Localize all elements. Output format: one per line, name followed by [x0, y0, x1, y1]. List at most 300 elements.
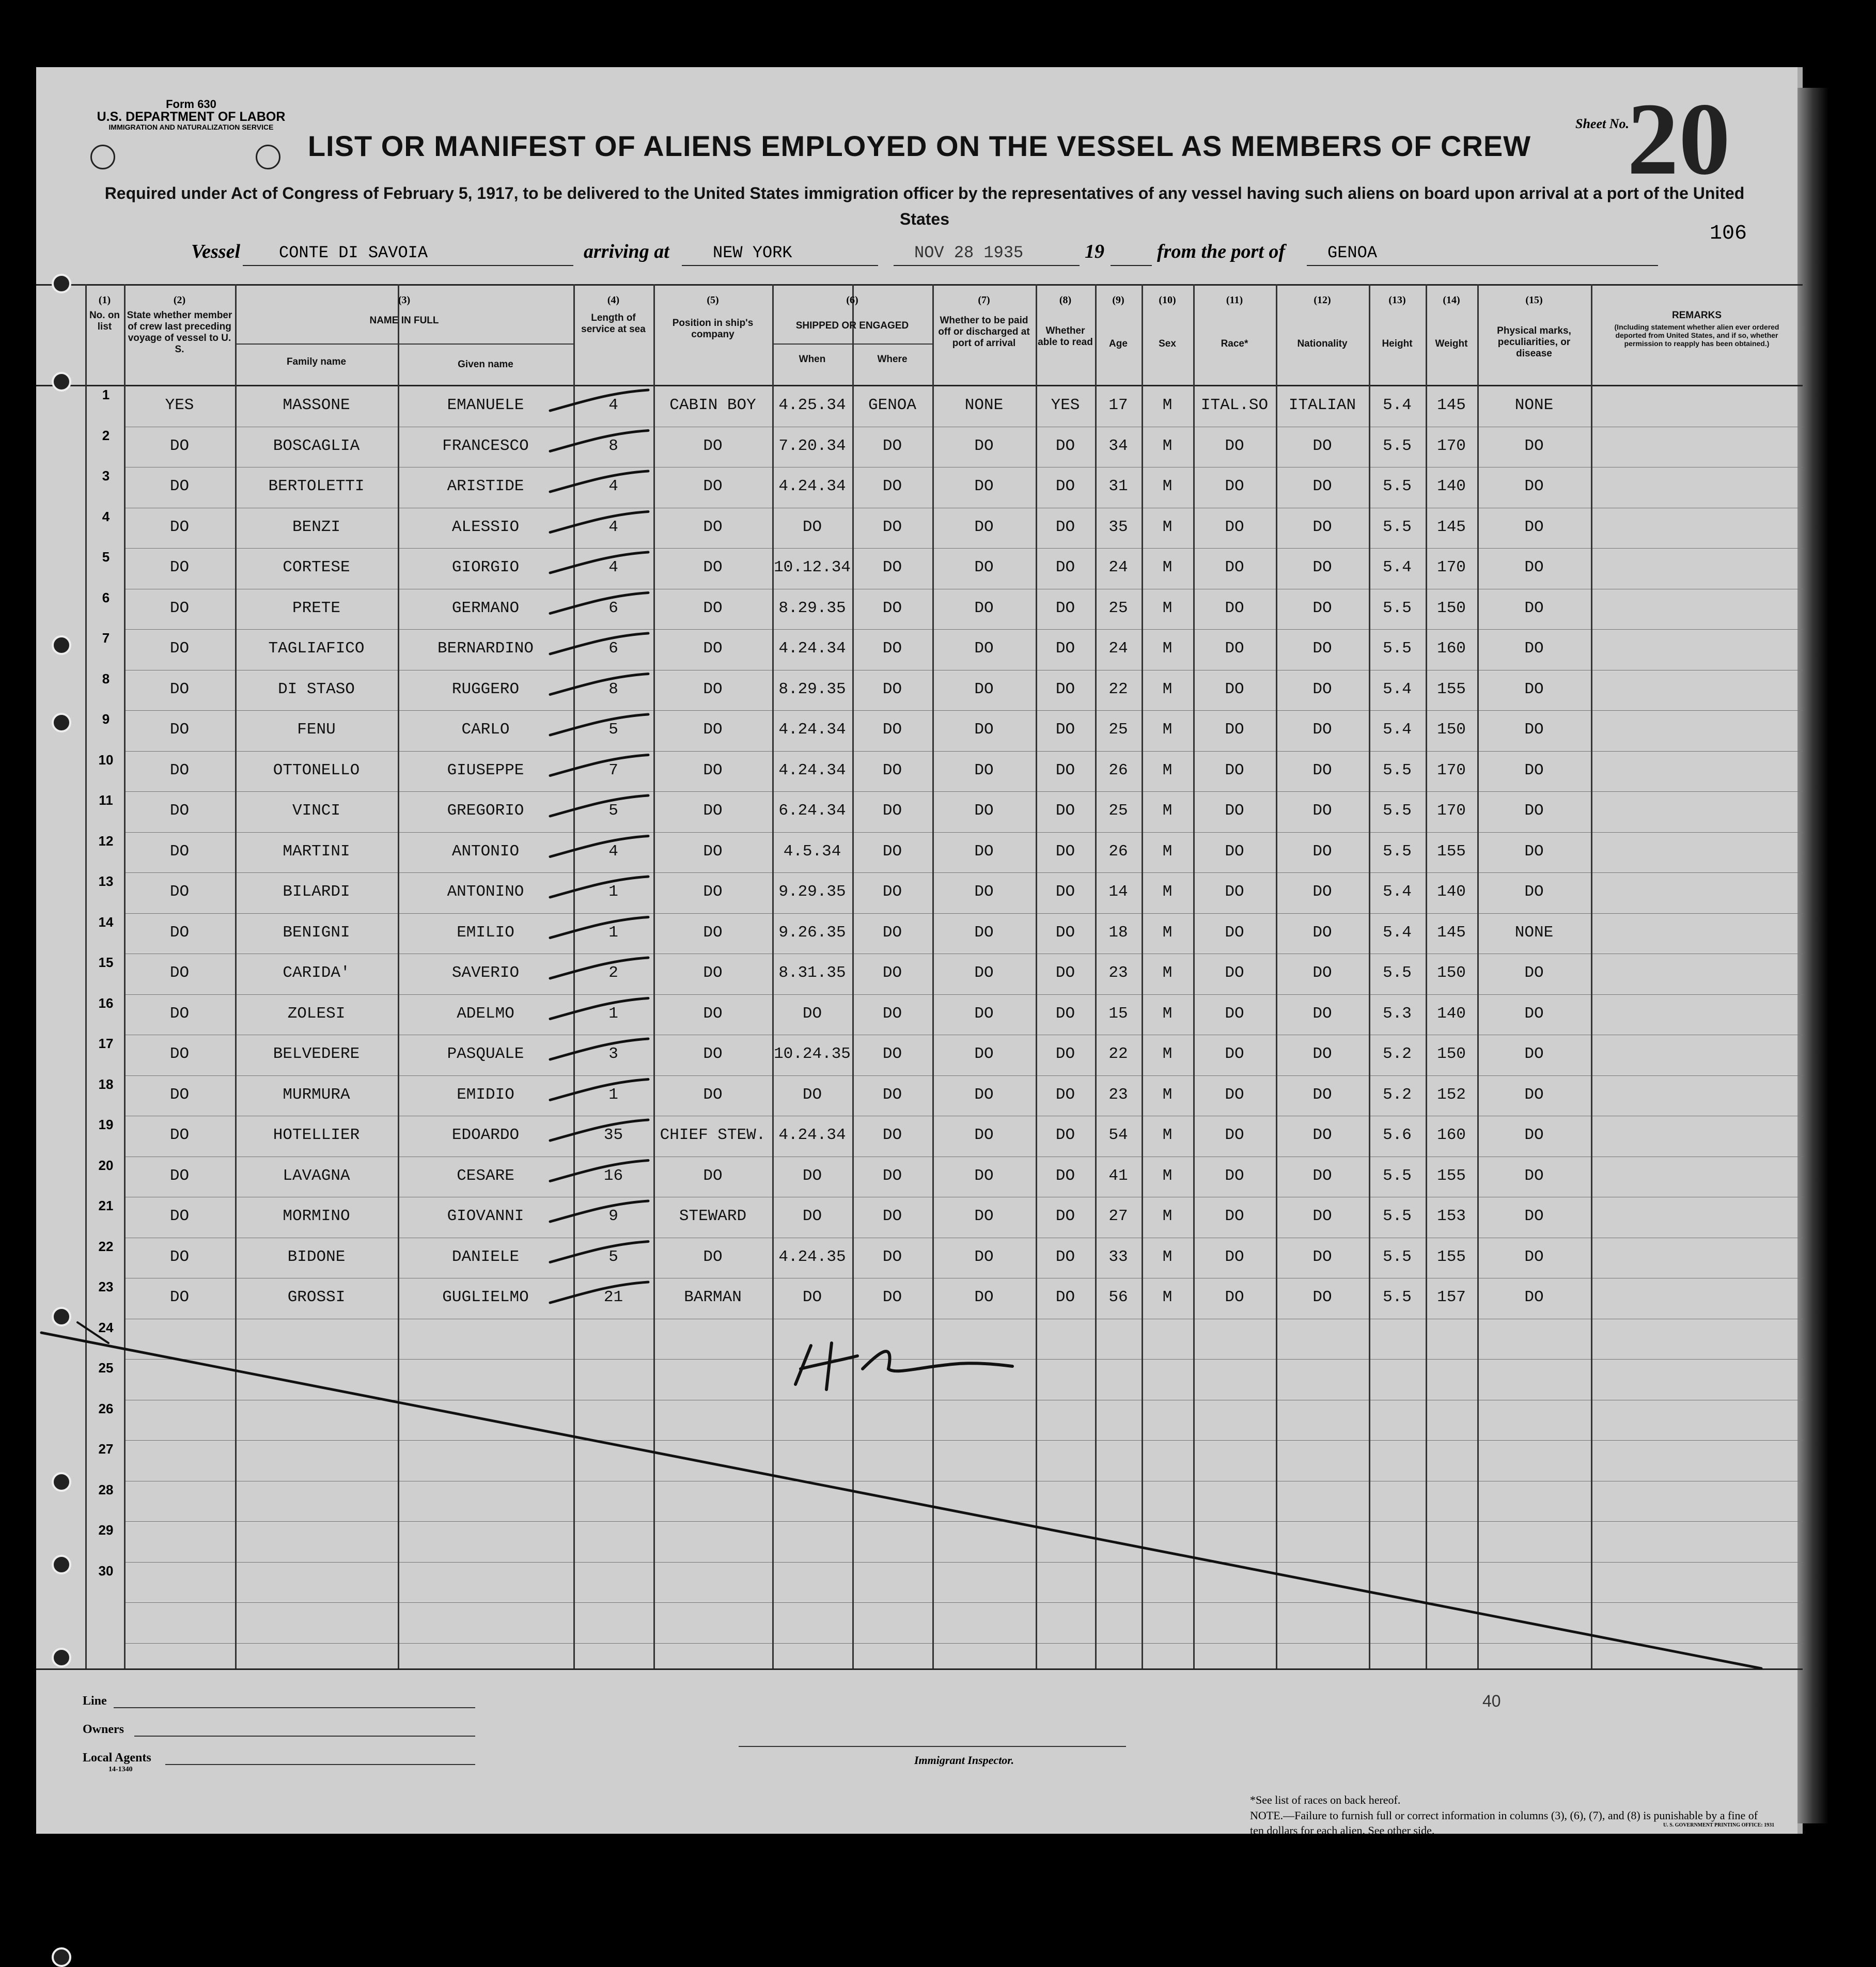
cell-wt: 145 — [1437, 518, 1466, 536]
from-port-label: from the port of — [1157, 241, 1286, 262]
cell-phys: NONE — [1514, 396, 1554, 414]
cell-pos: DO — [703, 1004, 723, 1023]
inspector-label: Immigrant Inspector. — [914, 1754, 1014, 1767]
cell-prev: DO — [169, 558, 190, 576]
owners-label: Owners — [83, 1723, 124, 1736]
cell-pos: DO — [703, 802, 723, 820]
cell-ht: 5.5 — [1383, 518, 1412, 536]
cell-ht: 5.4 — [1383, 680, 1412, 698]
cell-phys: DO — [1524, 1045, 1544, 1063]
cell-read: DO — [1055, 558, 1075, 576]
cell-paid: NONE — [964, 396, 1004, 414]
cell-family: GROSSI — [287, 1288, 346, 1306]
handwritten-tick — [550, 633, 648, 654]
cell-family: FENU — [297, 721, 336, 739]
cell-paid: DO — [974, 883, 994, 901]
arrival-port: NEW YORK — [713, 243, 792, 262]
handwritten-tick — [550, 1161, 648, 1181]
cell-given: RUGGERO — [451, 680, 520, 698]
cell-given: EDOARDO — [451, 1126, 520, 1144]
cell-nat: DO — [1312, 964, 1332, 982]
cell-read: DO — [1055, 761, 1075, 779]
cell-sex: M — [1162, 599, 1172, 617]
cell-where: DO — [882, 1166, 902, 1185]
row-number: 3 — [102, 468, 110, 483]
cell-paid: DO — [974, 599, 994, 617]
cell-ht: 5.5 — [1383, 436, 1412, 455]
cell-age: 22 — [1108, 1045, 1128, 1063]
cell-race: DO — [1225, 923, 1244, 942]
handwritten-tick — [550, 1120, 648, 1141]
cell-nat: DO — [1312, 680, 1332, 698]
cell-ht: 5.5 — [1383, 1166, 1412, 1185]
cell-nat: DO — [1312, 802, 1332, 820]
cell-when: 4.24.34 — [778, 639, 846, 658]
row-number: 23 — [98, 1279, 114, 1294]
cell-age: 31 — [1108, 477, 1128, 495]
cell-given: ANTONIO — [451, 842, 520, 861]
cell-when: 8.31.35 — [778, 964, 846, 982]
cell-ht: 5.5 — [1383, 802, 1412, 820]
column-number: (6) — [846, 294, 858, 306]
cell-wt: 150 — [1437, 1045, 1466, 1063]
cell-pos: DO — [703, 436, 723, 455]
cell-race: DO — [1225, 680, 1244, 698]
row-number: 5 — [102, 549, 110, 565]
cell-where: DO — [882, 639, 902, 658]
cell-pos: DO — [703, 761, 723, 779]
cell-when: 4.24.34 — [778, 477, 846, 495]
cell-family: HOTELLIER — [273, 1126, 360, 1144]
page-reference: 106 — [1710, 222, 1747, 245]
row-number: 29 — [98, 1522, 114, 1538]
cell-when: 9.29.35 — [778, 883, 846, 901]
cell-pos: DO — [703, 1247, 723, 1266]
cell-paid: DO — [974, 1288, 994, 1306]
cell-given: GIUSEPPE — [447, 761, 524, 779]
cell-race: DO — [1225, 1004, 1244, 1023]
cell-paid: DO — [974, 802, 994, 820]
cell-paid: DO — [974, 1085, 994, 1104]
handwritten-tick — [550, 512, 648, 533]
cell-len: 1 — [608, 1085, 618, 1104]
cell-age: 33 — [1108, 1247, 1128, 1266]
cell-paid: DO — [974, 964, 994, 982]
cell-race: DO — [1225, 436, 1244, 455]
cell-len: 5 — [608, 1247, 618, 1266]
cell-phys: DO — [1524, 558, 1544, 576]
column-number: (7) — [978, 294, 990, 306]
cell-where: DO — [882, 883, 902, 901]
cell-where: DO — [882, 1288, 902, 1306]
cell-where: GENOA — [868, 396, 916, 414]
row-number: 6 — [102, 589, 110, 605]
cell-len: 9 — [608, 1207, 618, 1225]
cell-phys: DO — [1524, 518, 1544, 536]
cell-paid: DO — [974, 1004, 994, 1023]
cell-nat: DO — [1312, 477, 1332, 495]
cell-when: DO — [802, 518, 822, 536]
cell-nat: DO — [1312, 883, 1332, 901]
race-note: *See list of races on back hereof. — [1250, 1793, 1401, 1806]
printing-office: U. S. GOVERNMENT PRINTING OFFICE: 1931 — [1663, 1822, 1775, 1828]
header-physical-marks: Physical marks, peculiarities, or disease — [1497, 325, 1571, 359]
cell-race: DO — [1225, 1247, 1244, 1266]
cell-prev: DO — [169, 518, 190, 536]
cell-len: 35 — [603, 1126, 623, 1144]
cell-nat: DO — [1312, 761, 1332, 779]
annotation-overlay — [36, 67, 1803, 1834]
cell-when: 4.24.34 — [778, 1126, 846, 1144]
cell-prev: DO — [169, 1207, 190, 1225]
cell-nat: DO — [1312, 1288, 1332, 1306]
cell-phys: DO — [1524, 761, 1544, 779]
cell-phys: DO — [1524, 1207, 1544, 1225]
cell-phys: DO — [1524, 436, 1544, 455]
service-name: IMMIGRATION AND NATURALIZATION SERVICE — [108, 123, 274, 132]
cell-age: 18 — [1108, 923, 1128, 942]
cell-race: DO — [1225, 802, 1244, 820]
cell-paid: DO — [974, 1045, 994, 1063]
handwritten-tick — [550, 431, 648, 451]
cell-paid: DO — [974, 721, 994, 739]
cancellation-line — [41, 1333, 1761, 1668]
handwritten-tick — [550, 674, 648, 695]
column-number: (12) — [1314, 294, 1331, 306]
cell-age: 15 — [1108, 1004, 1128, 1023]
cell-paid: DO — [974, 1247, 994, 1266]
cell-read: DO — [1055, 923, 1075, 942]
column-number: (1) — [98, 294, 111, 306]
cell-nat: DO — [1312, 518, 1332, 536]
cell-family: BERTOLETTI — [268, 477, 365, 495]
cell-len: 4 — [608, 558, 618, 576]
cell-read: DO — [1055, 1126, 1075, 1144]
cell-nat: DO — [1312, 436, 1332, 455]
cell-where: DO — [882, 964, 902, 982]
cell-pos: BARMAN — [684, 1288, 742, 1306]
handwritten-tick — [550, 471, 648, 492]
cell-sex: M — [1162, 477, 1172, 495]
cell-given: CESARE — [457, 1166, 514, 1185]
cell-wt: 160 — [1437, 1126, 1466, 1144]
cell-pos: DO — [703, 518, 723, 536]
cell-nat: DO — [1312, 1045, 1332, 1063]
cell-family: BELVEDERE — [273, 1045, 360, 1063]
cell-age: 35 — [1108, 518, 1128, 536]
handwritten-tick — [550, 795, 648, 816]
cell-sex: M — [1162, 1166, 1172, 1185]
sheet-label: Sheet No. — [1575, 116, 1629, 131]
cell-nat: DO — [1312, 599, 1332, 617]
cell-given: EMANUELE — [447, 396, 524, 414]
cell-nat: DO — [1312, 1207, 1332, 1225]
cell-ht: 5.5 — [1383, 599, 1412, 617]
cell-read: DO — [1055, 1166, 1075, 1185]
cell-wt: 170 — [1437, 558, 1466, 576]
cell-sex: M — [1162, 923, 1172, 942]
cell-wt: 155 — [1437, 842, 1466, 861]
row-number: 16 — [98, 995, 114, 1011]
cell-age: 26 — [1108, 761, 1128, 779]
cell-len: 4 — [608, 518, 618, 536]
cell-wt: 145 — [1437, 396, 1466, 414]
cell-age: 25 — [1108, 599, 1128, 617]
cell-prev: DO — [169, 1247, 190, 1266]
cell-pos: STEWARD — [679, 1207, 747, 1225]
cell-ht: 5.5 — [1383, 761, 1412, 779]
cell-given: GUGLIELMO — [442, 1288, 529, 1306]
row-number: 9 — [102, 711, 110, 727]
cell-sex: M — [1162, 680, 1172, 698]
cell-pos: DO — [703, 1166, 723, 1185]
row-number: 19 — [98, 1117, 114, 1132]
cell-prev: DO — [169, 1166, 190, 1185]
header-name-in-full: NAME IN FULL — [369, 315, 439, 326]
cell-paid: DO — [974, 1126, 994, 1144]
cell-given: EMIDIO — [457, 1085, 514, 1104]
cell-sex: M — [1162, 518, 1172, 536]
cell-read: DO — [1055, 802, 1075, 820]
cell-family: TAGLIAFICO — [268, 639, 365, 658]
cell-pos: DO — [703, 721, 723, 739]
cell-age: 25 — [1108, 721, 1128, 739]
handwritten-tick — [550, 755, 648, 776]
cell-prev: DO — [169, 802, 190, 820]
cell-len: 4 — [608, 842, 618, 861]
cell-phys: DO — [1524, 883, 1544, 901]
header-age: Age — [1109, 338, 1128, 349]
cell-age: 14 — [1108, 883, 1128, 901]
handwritten-tick — [550, 714, 648, 735]
cell-phys: NONE — [1514, 923, 1554, 942]
cell-phys: DO — [1524, 1085, 1544, 1104]
cell-ht: 5.4 — [1383, 558, 1412, 576]
cell-ht: 5.4 — [1383, 883, 1412, 901]
cell-nat: ITALIAN — [1288, 396, 1356, 414]
cell-where: DO — [882, 923, 902, 942]
cell-given: CARLO — [461, 721, 510, 739]
cell-prev: DO — [169, 1004, 190, 1023]
cell-when: 4.25.34 — [778, 396, 846, 414]
cell-pos: DO — [703, 923, 723, 942]
cell-len: 21 — [603, 1288, 623, 1306]
cell-ht: 5.5 — [1383, 477, 1412, 495]
cell-when: 9.26.35 — [778, 923, 846, 942]
cell-race: DO — [1225, 721, 1244, 739]
row-number: 26 — [98, 1400, 114, 1416]
cell-when: DO — [802, 1085, 822, 1104]
cell-race: DO — [1225, 1085, 1244, 1104]
cell-paid: DO — [974, 558, 994, 576]
cell-where: DO — [882, 1126, 902, 1144]
cell-phys: DO — [1524, 802, 1544, 820]
column-number: (13) — [1388, 294, 1406, 306]
cell-race: DO — [1225, 639, 1244, 658]
cell-prev: DO — [169, 1045, 190, 1063]
cell-race: ITAL.SO — [1200, 396, 1269, 414]
cell-given: GIORGIO — [451, 558, 520, 576]
cell-race: DO — [1225, 1207, 1244, 1225]
cell-where: DO — [882, 477, 902, 495]
row-number: 12 — [98, 833, 114, 849]
handwritten-tick — [550, 593, 648, 614]
cell-nat: DO — [1312, 1004, 1332, 1023]
cell-ht: 5.2 — [1383, 1045, 1412, 1063]
cell-sex: M — [1162, 964, 1172, 982]
cell-age: 27 — [1108, 1207, 1128, 1225]
cell-race: DO — [1225, 964, 1244, 982]
manifest-page — [36, 67, 1803, 1837]
cell-prev: DO — [169, 680, 190, 698]
cell-wt: 155 — [1437, 1247, 1466, 1266]
cell-wt: 155 — [1437, 1166, 1466, 1185]
cell-ht: 5.5 — [1383, 1247, 1412, 1266]
cell-given: PASQUALE — [447, 1045, 524, 1063]
handwritten-tick — [550, 1282, 648, 1303]
cell-read: DO — [1055, 842, 1075, 861]
cell-ht: 5.6 — [1383, 1126, 1412, 1144]
cell-wt: 170 — [1437, 761, 1466, 779]
arriving-label: arriving at — [584, 241, 669, 262]
cell-sex: M — [1162, 1207, 1172, 1225]
cell-race: DO — [1225, 518, 1244, 536]
cell-wt: 150 — [1437, 599, 1466, 617]
cell-given: ALESSIO — [451, 518, 520, 536]
cell-len: 5 — [608, 721, 618, 739]
page-title: LIST OR MANIFEST OF ALIENS EMPLOYED ON THE VESSEL AS MEMBERS OF CREW — [307, 130, 1531, 162]
cell-paid: DO — [974, 518, 994, 536]
row-number: 14 — [98, 914, 114, 930]
cell-phys: DO — [1524, 1004, 1544, 1023]
row-number: 15 — [98, 955, 114, 970]
row-number: 28 — [98, 1481, 114, 1497]
arrival-date-stamp: NOV 28 1935 — [914, 243, 1024, 262]
header-family-name: Family name — [286, 356, 347, 367]
column-number: (2) — [173, 294, 186, 306]
pencil-number: 40 — [1482, 1692, 1501, 1710]
cell-nat: DO — [1312, 842, 1332, 861]
cell-family: DI STASO — [278, 680, 355, 698]
cell-ht: 5.5 — [1383, 1207, 1412, 1225]
cell-pos: DO — [703, 477, 723, 495]
cell-sex: M — [1162, 1126, 1172, 1144]
cell-ht: 5.5 — [1383, 1288, 1412, 1306]
cell-wt: 150 — [1437, 964, 1466, 982]
column-number: (5) — [707, 294, 719, 306]
cell-when: DO — [802, 1207, 822, 1225]
cell-paid: DO — [974, 923, 994, 942]
row-number: 17 — [98, 1036, 114, 1051]
cell-pos: CABIN BOY — [669, 396, 756, 414]
cell-when: DO — [802, 1288, 822, 1306]
cell-sex: M — [1162, 761, 1172, 779]
form-code: 14-1340 — [108, 1766, 133, 1773]
row-number: 27 — [98, 1441, 114, 1457]
cell-len: 1 — [608, 883, 618, 901]
cell-nat: DO — [1312, 1126, 1332, 1144]
cell-where: DO — [882, 558, 902, 576]
cell-read: DO — [1055, 599, 1075, 617]
cell-pos: DO — [703, 558, 723, 576]
cell-when: 6.24.34 — [778, 802, 846, 820]
cell-where: DO — [882, 599, 902, 617]
cell-prev: DO — [169, 964, 190, 982]
cell-read: DO — [1055, 477, 1075, 495]
cell-family: MORMINO — [283, 1207, 350, 1225]
cell-len: 7 — [608, 761, 618, 779]
cell-len: 3 — [608, 1045, 618, 1063]
handwritten-tick — [550, 552, 648, 573]
cell-paid: DO — [974, 436, 994, 455]
header-able-read: Whether able to read — [1038, 325, 1093, 348]
cell-race: DO — [1225, 1288, 1244, 1306]
cell-sex: M — [1162, 1045, 1172, 1063]
cell-sex: M — [1162, 1085, 1172, 1104]
cell-paid: DO — [974, 761, 994, 779]
cell-family: VINCI — [292, 802, 340, 820]
handwritten-tick — [550, 1242, 648, 1262]
cell-read: DO — [1055, 1045, 1075, 1063]
column-number: (14) — [1443, 294, 1460, 306]
column-number: (3) — [398, 294, 411, 306]
column-number: (8) — [1059, 294, 1072, 306]
cell-read: DO — [1055, 1288, 1075, 1306]
cell-pos: DO — [703, 680, 723, 698]
cell-prev: DO — [169, 883, 190, 901]
cell-when: 10.24.35 — [774, 1045, 851, 1063]
cell-len: 1 — [608, 923, 618, 942]
line-label: Line — [83, 1694, 107, 1708]
cell-when: DO — [802, 1004, 822, 1023]
cell-when: 8.29.35 — [778, 599, 846, 617]
row-number: 21 — [98, 1198, 114, 1213]
cell-phys: DO — [1524, 964, 1544, 982]
cell-when: 10.12.34 — [774, 558, 851, 576]
cell-read: DO — [1055, 1207, 1075, 1225]
cell-len: 1 — [608, 1004, 618, 1023]
cell-sex: M — [1162, 639, 1172, 658]
cell-where: DO — [882, 680, 902, 698]
cell-age: 24 — [1108, 639, 1128, 658]
cell-where: DO — [882, 1085, 902, 1104]
cell-prev: DO — [169, 1288, 190, 1306]
column-number: (15) — [1525, 294, 1543, 306]
handwritten-tick — [550, 958, 648, 978]
cell-pos: DO — [703, 1045, 723, 1063]
column-number: (9) — [1112, 294, 1124, 306]
cell-prev: DO — [169, 1085, 190, 1104]
handwritten-tick — [550, 917, 648, 938]
cell-where: DO — [882, 1045, 902, 1063]
cell-pos: DO — [703, 964, 723, 982]
cell-given: DANIELE — [451, 1247, 520, 1266]
signature-icon — [795, 1343, 1012, 1390]
year-label: 19 — [1085, 241, 1104, 262]
header-given-name: Given name — [458, 359, 513, 370]
handwritten-tick — [550, 998, 648, 1019]
cell-race: DO — [1225, 1045, 1244, 1063]
cell-pos: DO — [703, 599, 723, 617]
cell-given: GERMANO — [451, 599, 520, 617]
cell-read: DO — [1055, 518, 1075, 536]
cell-when: 8.29.35 — [778, 680, 846, 698]
cell-nat: DO — [1312, 639, 1332, 658]
cell-sex: M — [1162, 842, 1172, 861]
binder-hole — [52, 1947, 71, 1967]
cell-where: DO — [882, 721, 902, 739]
form-label: Form 630 — [166, 98, 216, 111]
